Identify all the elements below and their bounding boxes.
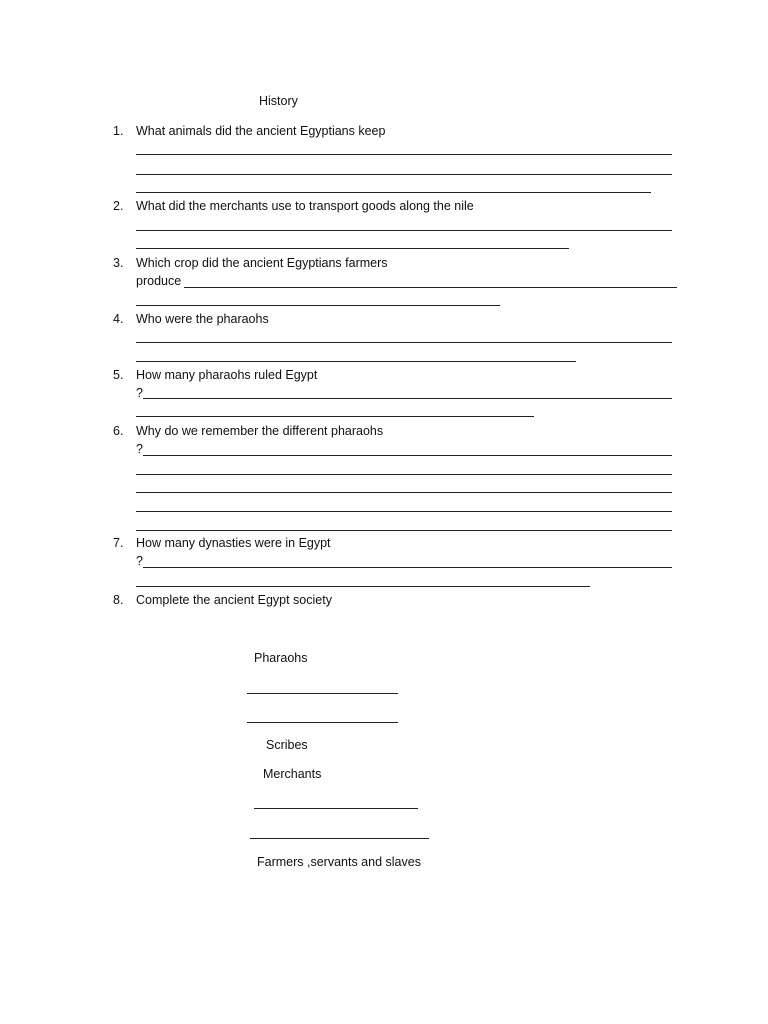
society-level-pharaohs: Pharaohs (254, 651, 308, 665)
answer-line[interactable] (136, 416, 534, 417)
question-number: 2. (113, 199, 124, 213)
answer-line[interactable] (136, 174, 672, 175)
answer-line[interactable] (184, 287, 677, 288)
society-level-scribes: Scribes (266, 738, 308, 752)
answer-line[interactable] (136, 530, 672, 531)
question-number: 4. (113, 312, 124, 326)
answer-line[interactable] (136, 511, 672, 512)
question-number: 1. (113, 124, 124, 138)
question-number: 7. (113, 536, 124, 550)
answer-line[interactable] (136, 192, 651, 193)
answer-line[interactable] (136, 154, 672, 155)
question-text: Which crop did the ancient Egyptians farmers (136, 256, 388, 270)
question-text: How many dynasties were in Egypt (136, 536, 331, 550)
question-continuation: produce (136, 274, 182, 288)
answer-line[interactable] (136, 248, 569, 249)
worksheet-title: History (259, 94, 298, 108)
question-number: 6. (113, 424, 124, 438)
answer-line[interactable] (143, 398, 672, 399)
answer-line[interactable] (136, 492, 672, 493)
answer-line[interactable] (136, 474, 672, 475)
answer-line[interactable] (143, 567, 672, 568)
answer-line[interactable] (136, 342, 672, 343)
question-text: What animals did the ancient Egyptians keep (136, 124, 386, 138)
answer-line[interactable] (136, 586, 590, 587)
question-number: 3. (113, 256, 124, 270)
question-number: 8. (113, 593, 124, 607)
question-text: Complete the ancient Egypt society (136, 593, 332, 607)
society-level-merchants: Merchants (263, 767, 322, 781)
society-level-farmers: Farmers ,servants and slaves (257, 855, 421, 869)
society-blank-line[interactable] (250, 838, 429, 839)
answer-line[interactable] (136, 305, 500, 306)
society-blank-line[interactable] (247, 693, 398, 694)
question-continuation: ? (136, 554, 143, 568)
question-text: What did the merchants use to transport goods along the nile (136, 199, 474, 213)
question-text: Who were the pharaohs (136, 312, 269, 326)
answer-line[interactable] (143, 455, 672, 456)
question-continuation: ? (136, 386, 143, 400)
society-blank-line[interactable] (247, 722, 398, 723)
society-blank-line[interactable] (254, 808, 418, 809)
question-number: 5. (113, 368, 124, 382)
question-continuation: ? (136, 442, 143, 456)
answer-line[interactable] (136, 230, 672, 231)
question-text: Why do we remember the different pharaohs (136, 424, 384, 438)
question-text: How many pharaohs ruled Egypt (136, 368, 318, 382)
answer-line[interactable] (136, 361, 576, 362)
